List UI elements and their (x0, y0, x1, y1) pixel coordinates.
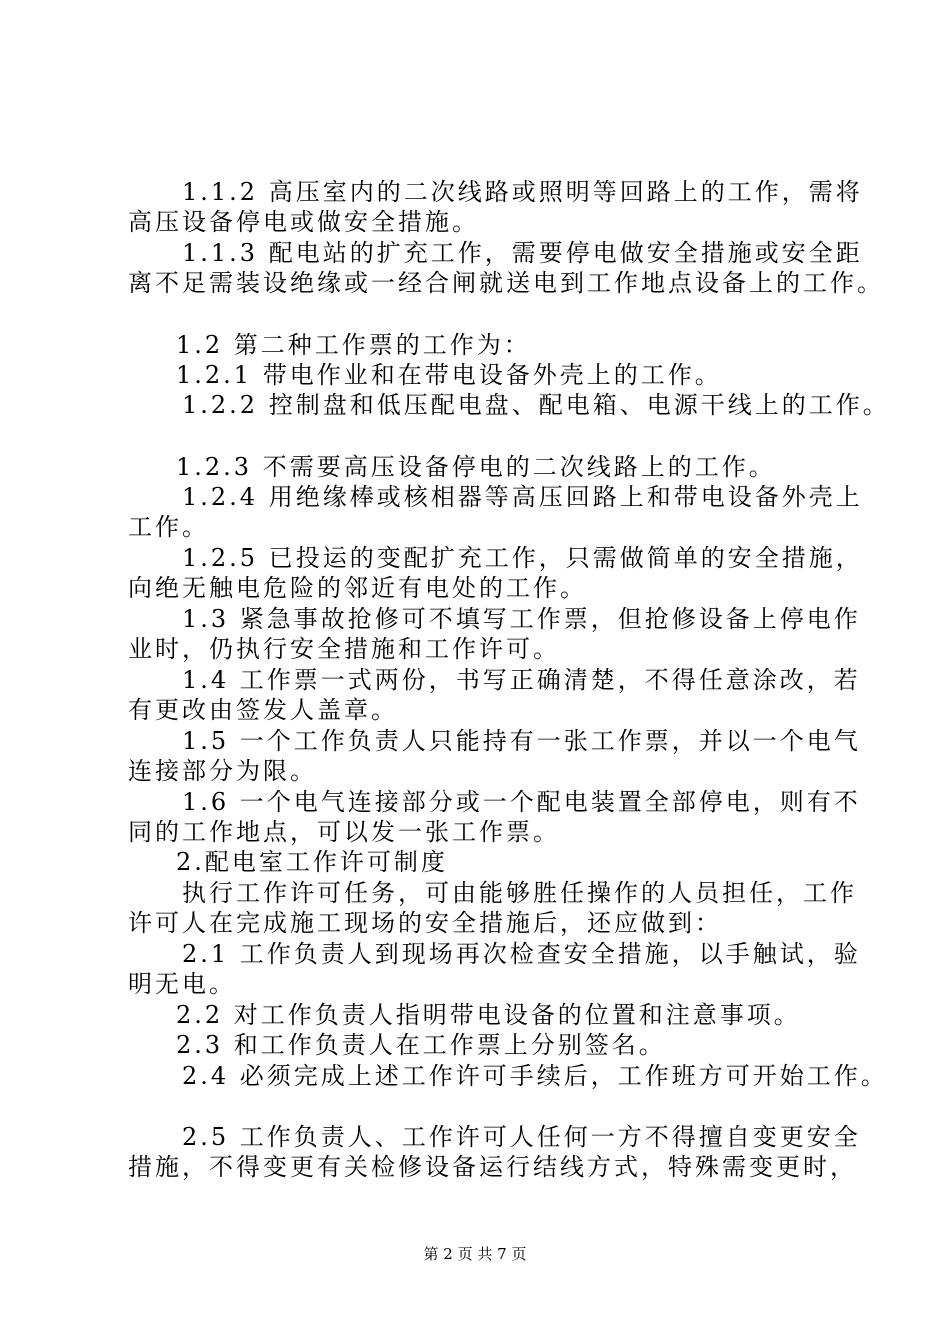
text-line: 1.4 工作票一式两份，书写正确清楚，不得任意涂改，若 (182, 666, 861, 694)
text-line: 1.2.5 已投运的变配扩充工作，只需做简单的安全措施， (182, 544, 863, 572)
text-line: 2.5 工作负责人、工作许可人任何一方不得擅自变更安全 (182, 1123, 861, 1151)
text-line: 1.2 第二种工作票的工作为： (176, 331, 531, 359)
text-line: 1.1.3 配电站的扩充工作，需要停电做安全措施或安全距 (182, 239, 863, 267)
text-line: 向绝无触电危险的邻近有电处的工作。 (128, 574, 587, 602)
text-line: 1.2.4 用绝缘棒或核相器等高压回路上和带电设备外壳上 (182, 483, 863, 511)
text-line: 1.2.3 不需要高压设备停电的二次线路上的工作。 (176, 453, 776, 481)
text-line: 连接部分为限。 (128, 757, 317, 785)
text-line: 2.2 对工作负责人指明带电设备的位置和注意事项。 (176, 1001, 801, 1029)
text-line: 执行工作许可任务，可由能够胜任操作的人员担任，工作 (182, 879, 857, 907)
section-heading: 2.配电室工作许可制度 (176, 848, 448, 876)
text-line: 离不足需装设绝缘或一经合闸就送电到工作地点设备上的工作。 (128, 269, 884, 297)
text-line: 1.2.2 控制盘和低压配电盘、配电箱、电源干线上的工作。 (182, 391, 890, 419)
text-line: 1.3 紧急事故抢修可不填写工作票，但抢修设备上停电作 (182, 605, 861, 633)
text-line: 工作。 (128, 513, 209, 541)
text-line: 2.1 工作负责人到现场再次检查安全措施，以手触试，验 (182, 940, 861, 968)
text-line: 1.5 一个工作负责人只能持有一张工作票，并以一个电气 (182, 727, 861, 755)
text-line: 明无电。 (128, 970, 236, 998)
text-line: 有更改由签发人盖章。 (128, 696, 398, 724)
text-line: 1.6 一个电气连接部分或一个配电装置全部停电，则有不 (182, 788, 861, 816)
page-number-footer: 第 2 页 共 7 页 (423, 1245, 527, 1263)
text-line: 1.2.1 带电作业和在带电设备外壳上的工作。 (176, 361, 722, 389)
text-line: 措施，不得变更有关检修设备运行结线方式，特殊需变更时， (128, 1153, 857, 1181)
text-line: 2.4 必须完成上述工作许可手续后，工作班方可开始工作。 (182, 1062, 888, 1090)
text-line: 同的工作地点，可以发一张工作票。 (128, 818, 560, 846)
text-line: 1.1.2 高压室内的二次线路或照明等回路上的工作，需将 (182, 178, 863, 206)
text-line: 高压设备停电或做安全措施。 (128, 208, 479, 236)
text-line: 2.3 和工作负责人在工作票上分别签名。 (176, 1031, 666, 1059)
text-line: 业时，仍执行安全措施和工作许可。 (128, 635, 560, 663)
text-line: 许可人在完成施工现场的安全措施后，还应做到： (128, 909, 722, 937)
